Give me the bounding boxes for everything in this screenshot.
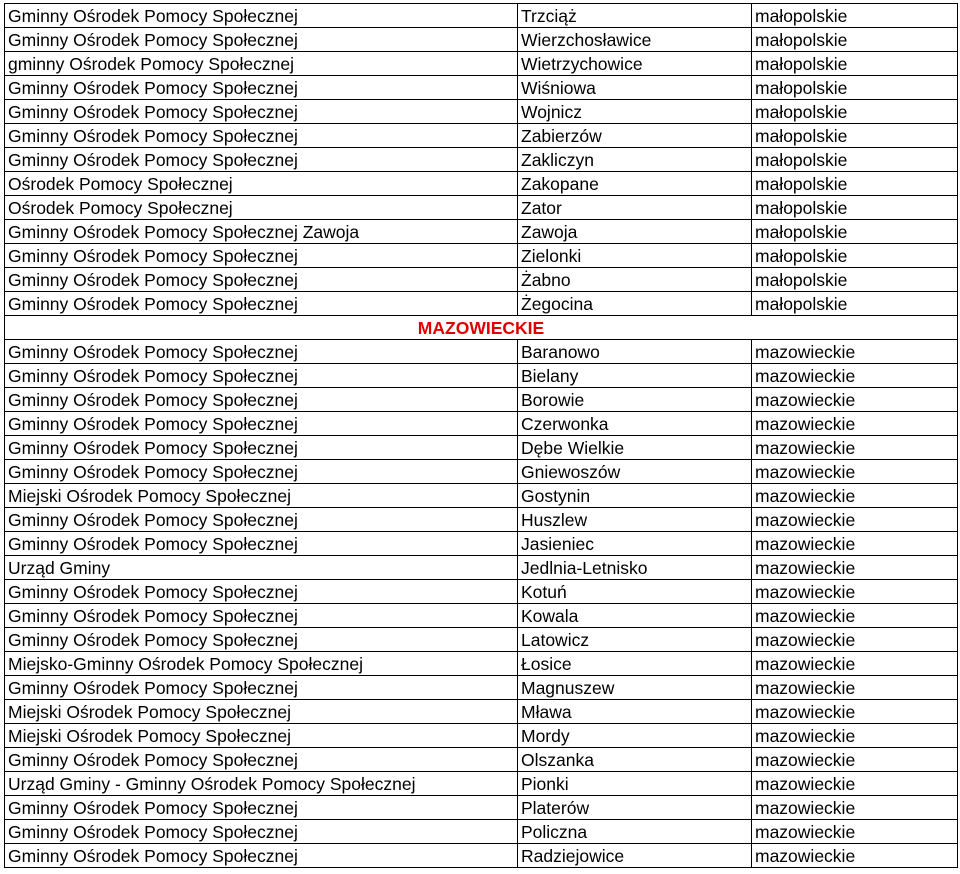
voivodeship-cell: mazowieckie xyxy=(752,772,958,796)
municipality-cell: Trzciąż xyxy=(518,4,752,28)
institution-cell: Ośrodek Pomocy Społecznej xyxy=(5,196,518,220)
municipality-cell: Huszlew xyxy=(518,508,752,532)
municipality-cell: Mława xyxy=(518,700,752,724)
voivodeship-cell: mazowieckie xyxy=(752,748,958,772)
municipality-cell: Zator xyxy=(518,196,752,220)
voivodeship-cell: mazowieckie xyxy=(752,340,958,364)
voivodeship-cell: małopolskie xyxy=(752,52,958,76)
institution-cell: Gminny Ośrodek Pomocy Społecznej xyxy=(5,628,518,652)
institution-cell: gminny Ośrodek Pomocy Społecznej xyxy=(5,52,518,76)
municipality-cell: Pionki xyxy=(518,772,752,796)
table-row xyxy=(5,148,958,172)
institution-cell: Gminny Ośrodek Pomocy Społecznej xyxy=(5,28,518,52)
table-row xyxy=(5,412,958,436)
voivodeship-cell: mazowieckie xyxy=(752,364,958,388)
municipality-cell: Gostynin xyxy=(518,484,752,508)
voivodeship-cell: małopolskie xyxy=(752,268,958,292)
municipality-cell: Bielany xyxy=(518,364,752,388)
institution-cell: Gminny Ośrodek Pomocy Społecznej xyxy=(5,580,518,604)
table-row xyxy=(5,556,958,580)
table-row xyxy=(5,508,958,532)
institutions-table xyxy=(4,3,958,868)
voivodeship-cell: małopolskie xyxy=(752,244,958,268)
institution-cell: Miejsko-Gminny Ośrodek Pomocy Społecznej xyxy=(5,652,518,676)
table-row xyxy=(5,772,958,796)
institution-cell: Gminny Ośrodek Pomocy Społecznej xyxy=(5,364,518,388)
municipality-cell: Mordy xyxy=(518,724,752,748)
institution-cell: Gminny Ośrodek Pomocy Społecznej xyxy=(5,244,518,268)
institution-cell: Gminny Ośrodek Pomocy Społecznej xyxy=(5,844,518,868)
institution-cell: Gminny Ośrodek Pomocy Społecznej xyxy=(5,148,518,172)
voivodeship-cell: małopolskie xyxy=(752,28,958,52)
municipality-cell: Olszanka xyxy=(518,748,752,772)
table-row xyxy=(5,580,958,604)
voivodeship-cell: mazowieckie xyxy=(752,388,958,412)
voivodeship-cell: małopolskie xyxy=(752,172,958,196)
municipality-cell: Łosice xyxy=(518,652,752,676)
institution-cell: Gminny Ośrodek Pomocy Społecznej xyxy=(5,268,518,292)
voivodeship-cell: mazowieckie xyxy=(752,532,958,556)
voivodeship-cell: małopolskie xyxy=(752,100,958,124)
municipality-cell: Wiśniowa xyxy=(518,76,752,100)
municipality-cell: Gniewoszów xyxy=(518,460,752,484)
municipality-cell: Dębe Wielkie xyxy=(518,436,752,460)
voivodeship-cell: mazowieckie xyxy=(752,724,958,748)
table-row xyxy=(5,268,958,292)
voivodeship-cell: małopolskie xyxy=(752,4,958,28)
table-row xyxy=(5,628,958,652)
table-body-malopolskie xyxy=(5,4,958,316)
voivodeship-cell: małopolskie xyxy=(752,196,958,220)
voivodeship-cell: mazowieckie xyxy=(752,676,958,700)
voivodeship-cell: mazowieckie xyxy=(752,460,958,484)
institution-cell: Gminny Ośrodek Pomocy Społecznej xyxy=(5,748,518,772)
municipality-cell: Zabierzów xyxy=(518,124,752,148)
institution-cell: Urząd Gminy - Gminny Ośrodek Pomocy Społecznej xyxy=(5,772,518,796)
municipality-cell: Żegocina xyxy=(518,292,752,316)
table-row xyxy=(5,364,958,388)
voivodeship-cell: małopolskie xyxy=(752,76,958,100)
municipality-cell: Zielonki xyxy=(518,244,752,268)
municipality-cell: Platerów xyxy=(518,796,752,820)
table-row xyxy=(5,796,958,820)
institution-cell: Gminny Ośrodek Pomocy Społecznej xyxy=(5,76,518,100)
institution-cell: Gminny Ośrodek Pomocy Społecznej xyxy=(5,388,518,412)
municipality-cell: Radziejowice xyxy=(518,844,752,868)
table-row xyxy=(5,340,958,364)
table-row xyxy=(5,292,958,316)
table-row xyxy=(5,844,958,868)
municipality-cell: Zawoja xyxy=(518,220,752,244)
institution-cell: Gminny Ośrodek Pomocy Społecznej xyxy=(5,292,518,316)
municipality-cell: Jasieniec xyxy=(518,532,752,556)
table-row xyxy=(5,820,958,844)
institution-cell: Miejski Ośrodek Pomocy Społecznej xyxy=(5,484,518,508)
voivodeship-cell: mazowieckie xyxy=(752,484,958,508)
voivodeship-cell: mazowieckie xyxy=(752,412,958,436)
municipality-cell: Zakopane xyxy=(518,172,752,196)
voivodeship-cell: mazowieckie xyxy=(752,820,958,844)
institution-cell: Gminny Ośrodek Pomocy Społecznej xyxy=(5,532,518,556)
institution-cell: Gminny Ośrodek Pomocy Społecznej xyxy=(5,412,518,436)
municipality-cell: Zakliczyn xyxy=(518,148,752,172)
voivodeship-cell: mazowieckie xyxy=(752,580,958,604)
voivodeship-cell: małopolskie xyxy=(752,148,958,172)
table-body-mazowieckie xyxy=(5,340,958,868)
table-row xyxy=(5,604,958,628)
institution-cell: Urząd Gminy xyxy=(5,556,518,580)
region-header: MAZOWIECKIE xyxy=(5,316,958,340)
table-row xyxy=(5,484,958,508)
table-row xyxy=(5,52,958,76)
municipality-cell: Wietrzychowice xyxy=(518,52,752,76)
institution-cell: Gminny Ośrodek Pomocy Społecznej Zawoja xyxy=(5,220,518,244)
municipality-cell: Kowala xyxy=(518,604,752,628)
voivodeship-cell: mazowieckie xyxy=(752,556,958,580)
institution-cell: Gminny Ośrodek Pomocy Społecznej xyxy=(5,820,518,844)
institution-cell: Gminny Ośrodek Pomocy Społecznej xyxy=(5,340,518,364)
institution-cell: Gminny Ośrodek Pomocy Społecznej xyxy=(5,100,518,124)
table-row xyxy=(5,172,958,196)
institution-cell: Miejski Ośrodek Pomocy Społecznej xyxy=(5,700,518,724)
table-row xyxy=(5,76,958,100)
institution-cell: Gminny Ośrodek Pomocy Społecznej xyxy=(5,796,518,820)
municipality-cell: Borowie xyxy=(518,388,752,412)
table-row xyxy=(5,436,958,460)
municipality-cell: Baranowo xyxy=(518,340,752,364)
voivodeship-cell: małopolskie xyxy=(752,124,958,148)
voivodeship-cell: małopolskie xyxy=(752,220,958,244)
table-row xyxy=(5,196,958,220)
region-section xyxy=(5,316,958,340)
table-row xyxy=(5,244,958,268)
table-row xyxy=(5,652,958,676)
voivodeship-cell: mazowieckie xyxy=(752,628,958,652)
institution-cell: Gminny Ośrodek Pomocy Społecznej xyxy=(5,508,518,532)
municipality-cell: Czerwonka xyxy=(518,412,752,436)
municipality-cell: Magnuszew xyxy=(518,676,752,700)
voivodeship-cell: mazowieckie xyxy=(752,604,958,628)
municipality-cell: Latowicz xyxy=(518,628,752,652)
voivodeship-cell: małopolskie xyxy=(752,292,958,316)
municipality-cell: Żabno xyxy=(518,268,752,292)
table-row xyxy=(5,4,958,28)
table-row xyxy=(5,676,958,700)
voivodeship-cell: mazowieckie xyxy=(752,508,958,532)
voivodeship-cell: mazowieckie xyxy=(752,796,958,820)
region-header-row xyxy=(5,316,958,340)
institution-cell: Gminny Ośrodek Pomocy Społecznej xyxy=(5,436,518,460)
institution-cell: Gminny Ośrodek Pomocy Społecznej xyxy=(5,604,518,628)
municipality-cell: Policzna xyxy=(518,820,752,844)
table-row xyxy=(5,532,958,556)
municipality-cell: Wierzchosławice xyxy=(518,28,752,52)
table-row xyxy=(5,748,958,772)
table-row xyxy=(5,100,958,124)
municipality-cell: Kotuń xyxy=(518,580,752,604)
institution-cell: Gminny Ośrodek Pomocy Społecznej xyxy=(5,4,518,28)
municipality-cell: Jedlnia-Letnisko xyxy=(518,556,752,580)
institution-cell: Ośrodek Pomocy Społecznej xyxy=(5,172,518,196)
voivodeship-cell: mazowieckie xyxy=(752,700,958,724)
voivodeship-cell: mazowieckie xyxy=(752,844,958,868)
table-row xyxy=(5,388,958,412)
table-row xyxy=(5,700,958,724)
voivodeship-cell: mazowieckie xyxy=(752,652,958,676)
institution-cell: Gminny Ośrodek Pomocy Społecznej xyxy=(5,676,518,700)
table-row xyxy=(5,124,958,148)
table-row xyxy=(5,220,958,244)
table-row xyxy=(5,460,958,484)
table-row xyxy=(5,28,958,52)
voivodeship-cell: mazowieckie xyxy=(752,436,958,460)
table-row xyxy=(5,724,958,748)
institution-cell: Gminny Ośrodek Pomocy Społecznej xyxy=(5,460,518,484)
institution-cell: Miejski Ośrodek Pomocy Społecznej xyxy=(5,724,518,748)
municipality-cell: Wojnicz xyxy=(518,100,752,124)
institution-cell: Gminny Ośrodek Pomocy Społecznej xyxy=(5,124,518,148)
